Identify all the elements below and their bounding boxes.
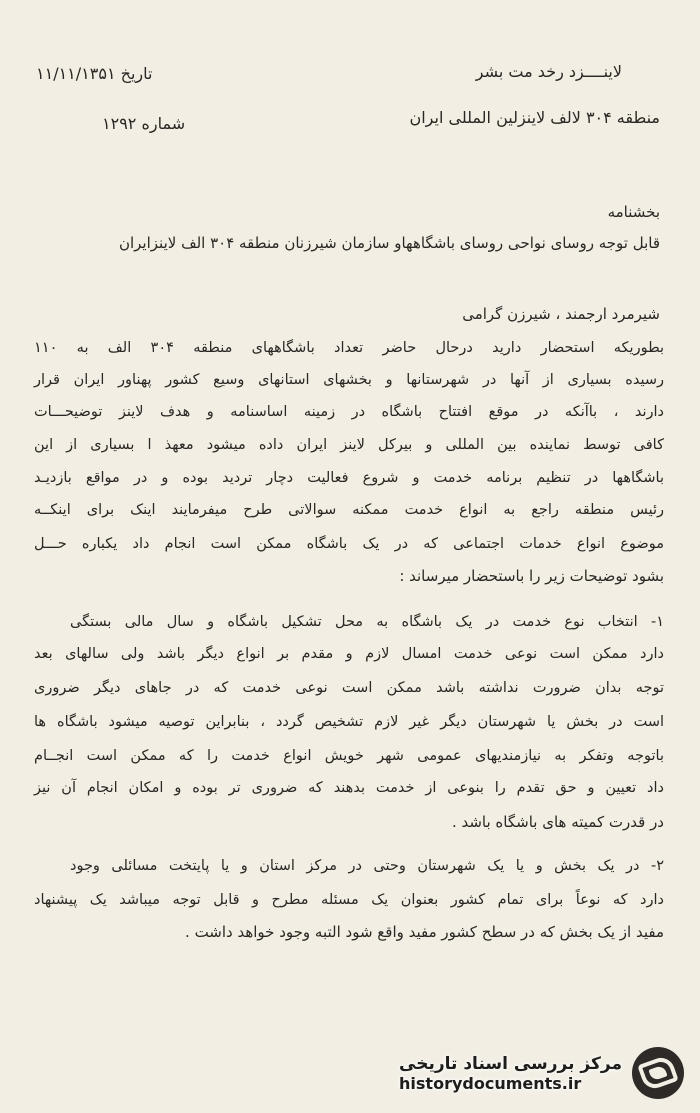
recipients-line: قابل توجه روسای نواحی روسای باشگاههاو سازمان شیرزنان منطقه ۳۰۴ الف لاینزایران xyxy=(118,234,660,252)
paragraph3-line: مفید از یک بخش که در سطح کشور مفید واقع شود التبه وجود خواهد داشت . xyxy=(185,923,664,941)
paragraph2-line: باتوجه وتفکر به نیازمندیهای عمومی شهر خویش انواع خدمت را که ممکن است انجــام xyxy=(34,748,664,764)
paragraph2-line: است در بخش یا شهرستان دیگر غیر لازم تشخیص گردد ، بنابراین توصیه میشود باشگاه ها xyxy=(34,714,664,730)
salutation: شیرمرد ارجمند ، شیرزن گرامی xyxy=(462,305,660,323)
document-date: تاریخ ۱۱/۱۱/۱۳۵۱ xyxy=(36,64,153,83)
document-type: بخشنامه xyxy=(607,203,660,221)
archive-name: مرکز بررسی اسناد تاریخی xyxy=(399,1053,622,1074)
archive-footer xyxy=(399,1047,684,1099)
paragraph3-line: دارد که نوعاً برای تمام کشور بعنوان یک مسئله مطرح و قابل توجه میباشد یک پیشنهاد xyxy=(34,892,664,908)
paragraph1-line: موضوع انواع خدمات اجتماعی که در یک باشگاه ممکن است انجام داد یکباره حـــل xyxy=(34,536,664,552)
paragraph2-line: توجه بدان ضرورت نداشته باشد ممکن است نوعی خدمت که در جاهای دیگر ضروری xyxy=(34,680,664,696)
paragraph2-line: داد تعیین و حق تقدم را بنوعی از خدمت بدهند که ضروری تر بوده و امکان انجام آن نیز xyxy=(34,780,664,796)
paragraph1-line: رسیده بسیاری از آنها در شهرستانها و بخشهای استانهای وسیع کشور پهناور ایران قرار xyxy=(34,372,664,388)
paragraph2-line: در قدرت کمیته های باشگاه باشد . xyxy=(451,813,664,831)
paragraph1-line: بطوریکه استحضار دارید درحال حاضر تعداد باشگاههای منطقه ۳۰۴ الف به ۱۱۰ xyxy=(34,340,665,356)
org-name-line2: منطقه ۳۰۴ لالف لاینزلین المللی ایران xyxy=(409,108,660,127)
org-name-line1: لاینــــزد رخد مت بشر xyxy=(475,62,622,81)
paragraph1-line: دارند ، باآنکه در موقع افتتاح باشگاه در زمینه اساسنامه و هدف لاینز توضیحـــات xyxy=(34,404,664,420)
archive-url[interactable]: historydocuments.ir xyxy=(399,1073,582,1093)
paragraph1-line: بشود توضیحات زیر را باستحضار میرساند : xyxy=(399,567,664,585)
paragraph2-line: ۱- انتخاب نوع خدمت در یک باشگاه به محل تشکیل باشگاه و سال مالی بستگی xyxy=(70,614,664,630)
paragraph1-line: باشگاهها در تنظیم برنامه خدمت و شروع فعالیت دچار تردید بوده و در مواقع بازدیـد xyxy=(34,470,664,486)
paragraph2-line: دارد ممکن است نوعی خدمت امسال لازم و مقدم بر انواع دیگر باشد ولی سالهای بعد xyxy=(34,646,664,662)
paragraph1-line: کافی توسط نماینده بین المللی و بیرکل لاینز ایران داده میشود معهذ ا بسیاری از این xyxy=(34,437,664,453)
paragraph1-line: رئیس منطقه راجع به انواع خدمت ممکنه سوالاتی طرح میفرمایند اینک برای اینکــه xyxy=(34,502,664,518)
document-number: شماره ۱۲۹۲ xyxy=(102,114,186,133)
paragraph3-line: ۲- در یک بخش و یا یک شهرستان وحتی در مرکز استان و یا پایتخت مسائلی وجود xyxy=(70,858,664,874)
history-documents-logo-icon xyxy=(632,1047,684,1099)
archive-footer-text xyxy=(399,1054,622,1093)
